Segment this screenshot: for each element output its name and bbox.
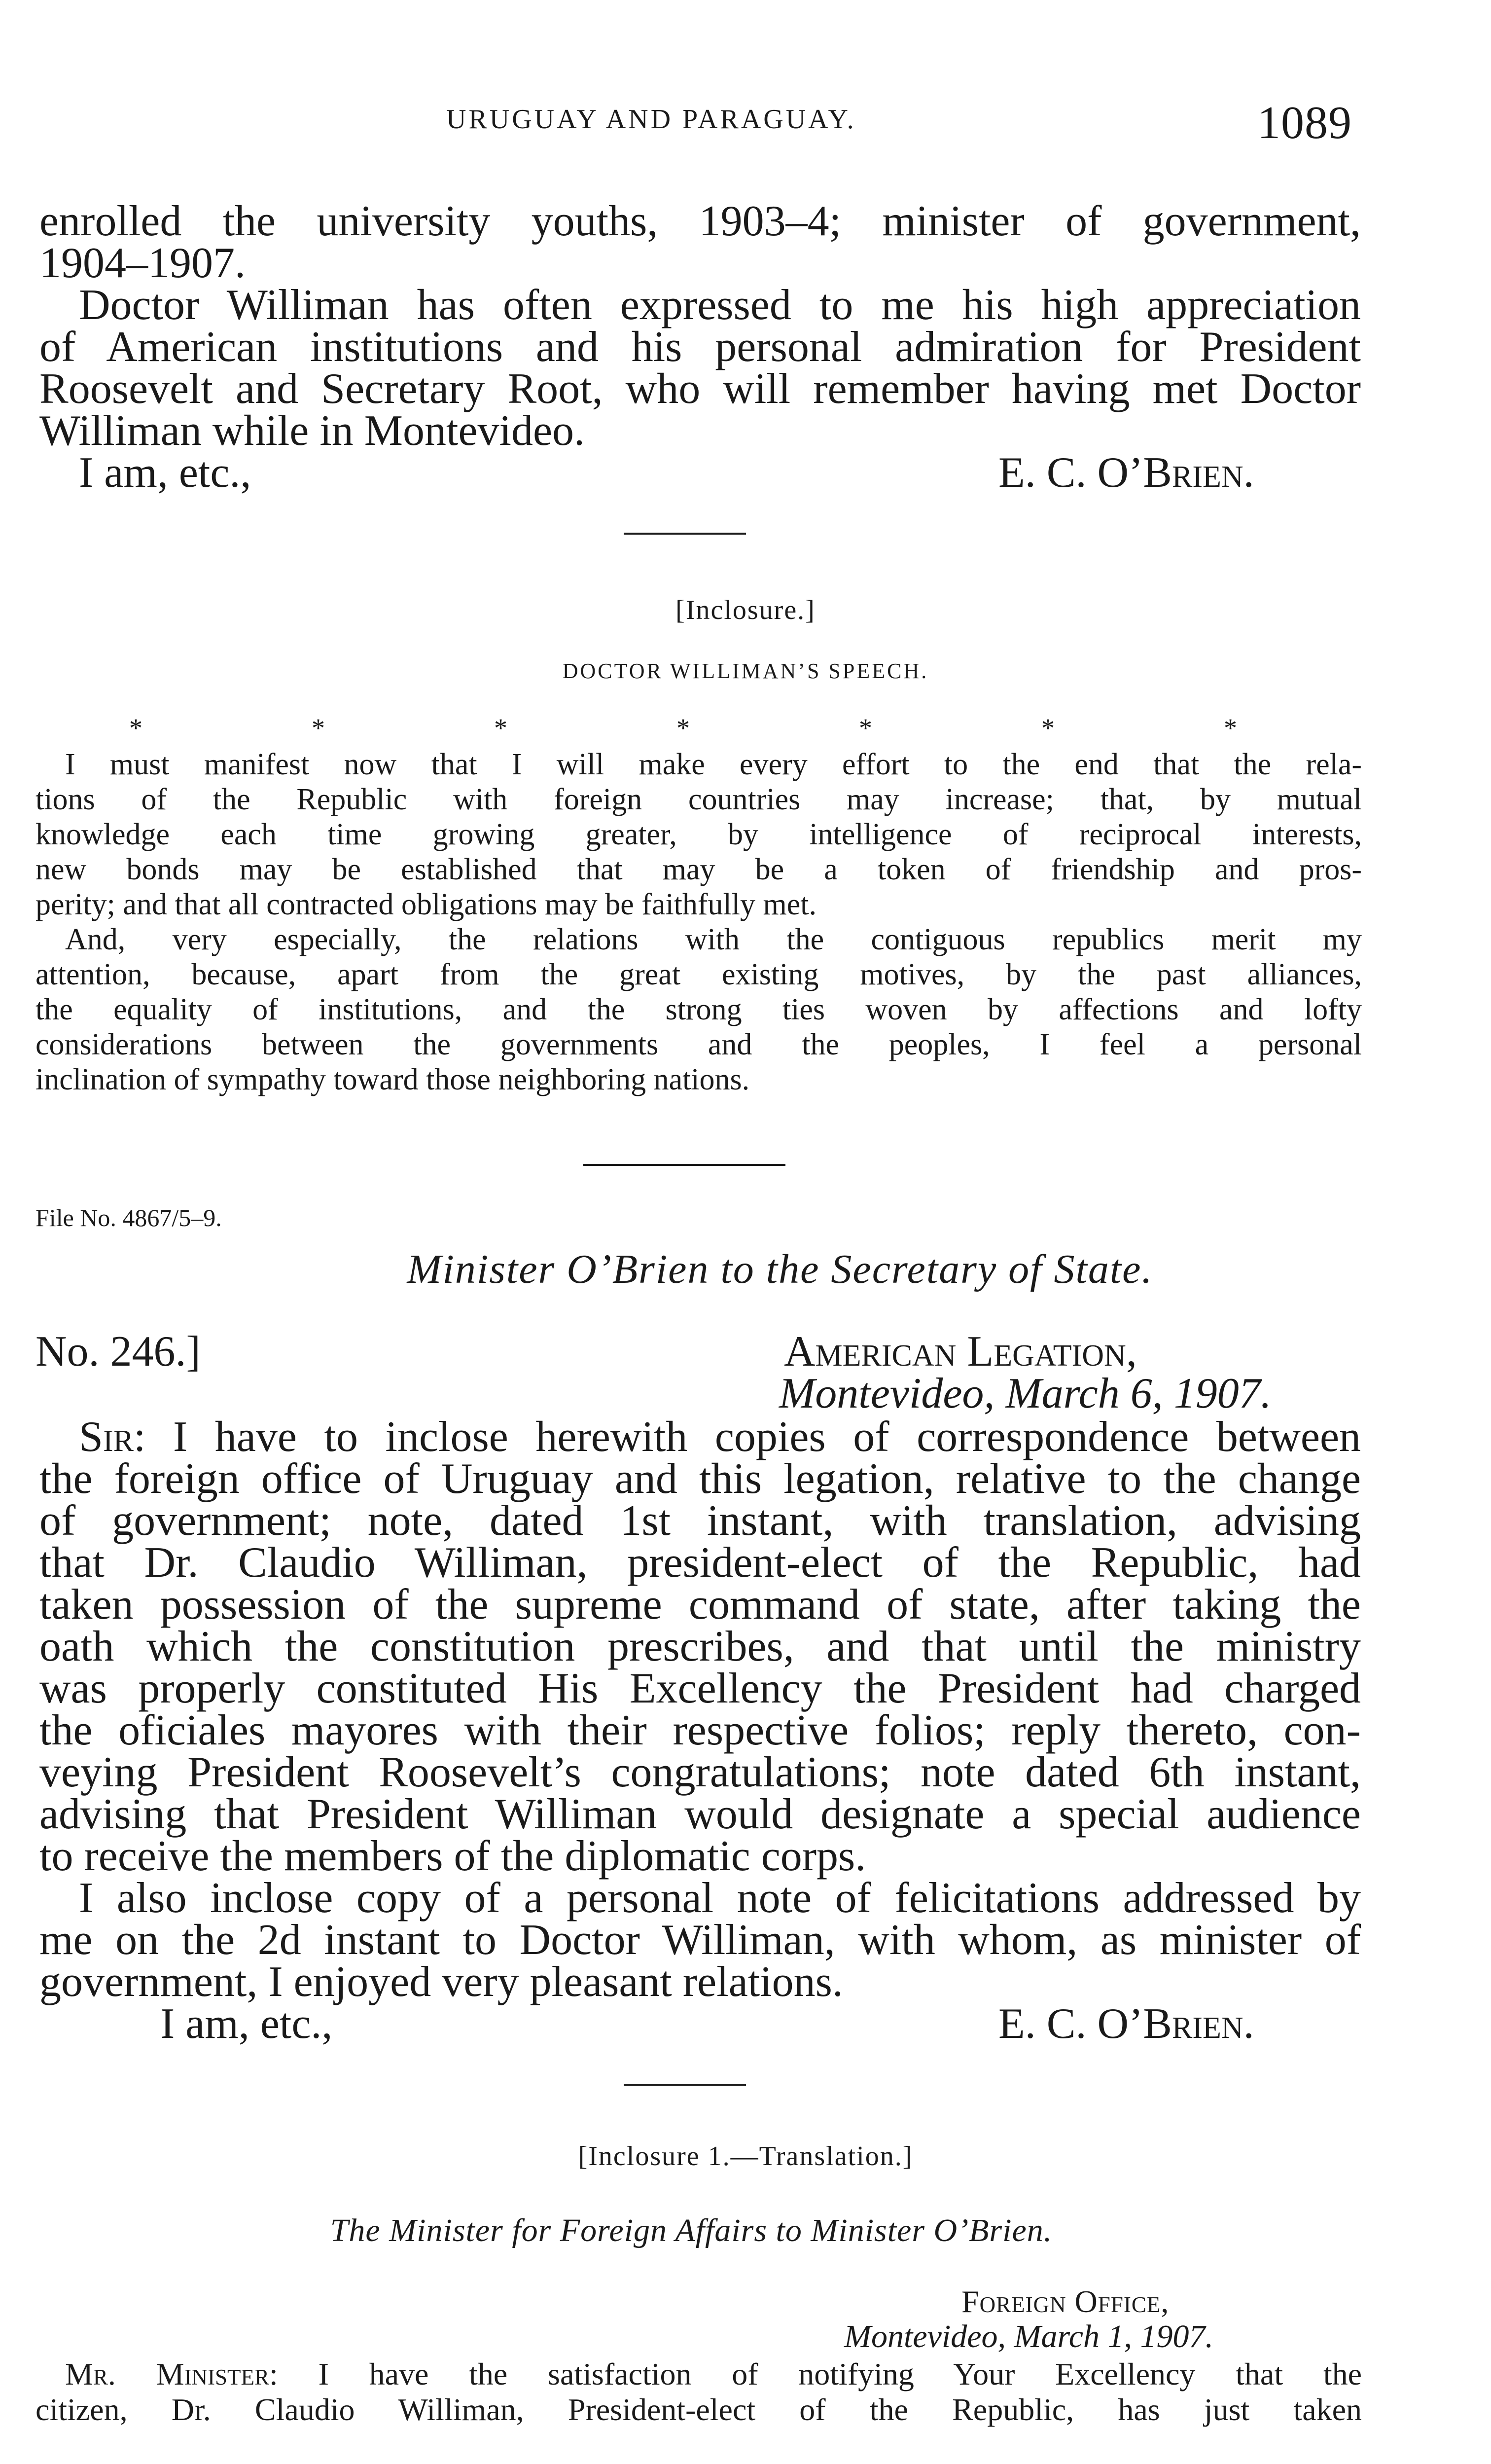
star: *	[312, 713, 325, 743]
running-head: URUGUAY AND PARAGUAY.	[446, 104, 856, 135]
dispatch-para1-line-4: that Dr. Claudio Williman, president-elect of the Republic, had	[39, 1539, 1361, 1587]
speech-para2-line-5: inclination of sympathy toward those neighboring nations.	[36, 1063, 750, 1096]
dispatch-para1-line-10: advising that President Williman would designate a special audience	[39, 1790, 1361, 1838]
dispatch-para1-line-9: veying President Roosevelt’s congratulations; note dated 6th instant,	[39, 1748, 1361, 1796]
opening-para2-line-2: of American institutions and his personal admiration for President	[39, 323, 1361, 371]
file-number: File No. 4867/5–9.	[36, 1204, 222, 1232]
ellipsis-stars	[0, 713, 1491, 742]
star: *	[1041, 713, 1055, 743]
dispatch-signature: E. C. O’Brien.	[998, 2000, 1254, 2048]
dispatch-place-date: Montevideo, March 6, 1907.	[779, 1370, 1272, 1417]
star: *	[676, 713, 690, 743]
foreign-office: Foreign Office,	[961, 2284, 1170, 2319]
speech-para1-line-2: tions of the Republic with foreign countries may increase; that, by mutual	[36, 783, 1362, 816]
inclosure-translation-label: [Inclosure 1.—Translation.]	[578, 2141, 913, 2172]
dispatch-number: No. 246.]	[36, 1328, 201, 1376]
section-rule-1	[624, 533, 746, 535]
dispatch-closing: I am, etc.,	[160, 2000, 333, 2048]
dispatch-para2-line-3: government, I enjoyed very pleasant relations.	[39, 1958, 843, 2006]
star: *	[494, 713, 507, 743]
opening-line-2: 1904–1907.	[39, 239, 246, 287]
star: *	[859, 713, 872, 743]
opening-closing: I am, etc.,	[79, 449, 251, 497]
star: *	[129, 713, 142, 743]
section-rule-3	[624, 2084, 746, 2086]
dispatch-para1-line-11: to receive the members of the diplomatic corps.	[39, 1832, 866, 1880]
section-rule-2	[583, 1164, 785, 1166]
translation-place-date: Montevideo, March 1, 1907.	[844, 2319, 1214, 2355]
dispatch-heading: Minister O’Brien to the Secretary of State.	[407, 1246, 1153, 1292]
translation-heading: The Minister for Foreign Affairs to Minister O’Brien.	[330, 2212, 1053, 2248]
opening-line-1: enrolled the university youths, 1903–4; minister of government,	[39, 197, 1361, 245]
dispatch-para1-line-7: was properly constituted His Excellency the President had charged	[39, 1665, 1361, 1712]
translation-line-1	[65, 2356, 1362, 2392]
dispatch-para1-line-3: of government; note, dated 1st instant, with translation, advising	[39, 1497, 1361, 1545]
opening-para2-line-1: Doctor Williman has often expressed to me his high appreciation	[79, 281, 1361, 329]
speech-para2-line-2: attention, because, apart from the great existing motives, by the past alliances,	[36, 958, 1362, 991]
dispatch-para2-line-2: me on the 2d instant to Doctor Williman, with whom, as minister of	[39, 1916, 1361, 1964]
dispatch-para1-line-1	[79, 1415, 1361, 1459]
speech-title: DOCTOR WILLIMAN’S SPEECH.	[562, 659, 929, 683]
page-number: 1089	[1257, 97, 1352, 148]
speech-para2-line-1: And, very especially, the relations with the contiguous republics merit my	[65, 923, 1362, 956]
opening-para2-line-3: Roosevelt and Secretary Root, who will remember having met Doctor	[39, 365, 1361, 413]
star: *	[1224, 713, 1237, 743]
opening-signature: E. C. O’Brien.	[998, 449, 1254, 497]
inclosure-label: [Inclosure.]	[675, 595, 816, 625]
speech-para1-line-5: perity; and that all contracted obligations may be faithfully met.	[36, 888, 816, 921]
speech-para2-line-3: the equality of institutions, and the strong ties woven by affections and lofty	[36, 993, 1362, 1026]
translation-line-2: citizen, Dr. Claudio Williman, President-elect of the Republic, has just taken	[36, 2392, 1362, 2427]
dispatch-para1-line-2: the foreign office of Uruguay and this legation, relative to the change	[39, 1455, 1361, 1503]
speech-para1-line-3: knowledge each time growing greater, by intelligence of reciprocal interests,	[36, 818, 1362, 851]
opening-para2-line-4: Williman while in Montevideo.	[39, 407, 585, 455]
speech-para2-line-4: considerations between the governments and the peoples, I feel a personal	[36, 1028, 1362, 1061]
speech-para1-line-1: I must manifest now that I will make every effort to the end that the rela-	[65, 748, 1362, 781]
legation-name: American Legation,	[784, 1328, 1137, 1376]
dispatch-para1-line-8: the oficiales mayores with their respective folios; reply thereto, con-	[39, 1706, 1361, 1754]
translation-salutation: Mr. Minister:	[65, 2356, 278, 2392]
dispatch-para1-line-5: taken possession of the supreme command of state, after taking the	[39, 1581, 1361, 1629]
salutation: Sir:	[79, 1413, 146, 1461]
speech-para1-line-4: new bonds may be established that may be a token of friendship and pros-	[36, 853, 1362, 886]
dispatch-para1-first-text: I have to inclose herewith copies of correspondence between	[173, 1413, 1361, 1461]
dispatch-para1-line-6: oath which the constitution prescribes, and that until the ministry	[39, 1623, 1361, 1670]
dispatch-para2-line-1: I also inclose copy of a personal note of felicitations addressed by	[79, 1874, 1361, 1922]
translation-line-1-text: I have the satisfaction of notifying Your Excellency that the	[318, 2356, 1362, 2392]
